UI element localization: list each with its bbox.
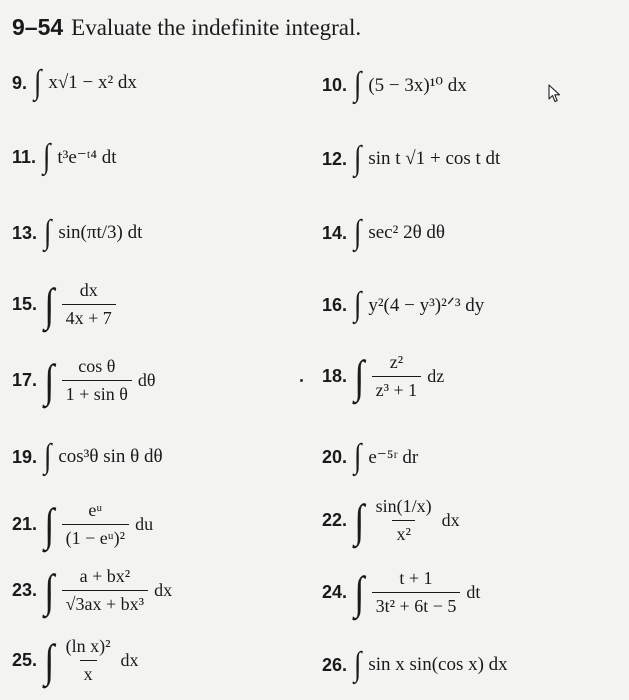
fraction xyxy=(62,636,115,685)
problem-number: 19. xyxy=(12,446,38,467)
problem-number: 22. xyxy=(322,510,348,530)
integrand: y²(4 − y³)²ᐟ³ dy xyxy=(368,294,485,316)
problem-22 xyxy=(322,496,460,545)
problem-10 xyxy=(322,68,467,102)
problem-number: 17. xyxy=(12,370,38,390)
problem-number: 11. xyxy=(12,146,37,167)
exercise-instruction: Evaluate the indefinite integral. xyxy=(71,15,362,40)
integrand: x√1 − x² dx xyxy=(48,72,137,93)
numerator: t + 1 xyxy=(399,568,433,588)
differential: dθ xyxy=(137,370,156,390)
denominator: x² xyxy=(392,520,414,545)
problem-number: 25. xyxy=(12,650,38,670)
numerator: (ln x)² xyxy=(65,636,111,656)
problem-number: 23. xyxy=(12,580,38,600)
integrand: sin x sin(cos x) dx xyxy=(368,654,508,675)
fraction xyxy=(62,280,116,329)
differential: dt xyxy=(466,582,481,602)
integral-sign: ∫ xyxy=(43,438,52,475)
integrand: sin(πt/3) dt xyxy=(58,222,143,243)
problem-number: 16. xyxy=(322,294,348,315)
problem-12 xyxy=(322,142,500,176)
integral-sign: ∫ xyxy=(44,634,55,686)
differential: du xyxy=(135,514,154,534)
integral-sign: ∫ xyxy=(43,214,52,251)
integral-sign: ∫ xyxy=(353,286,362,323)
integrand: sin t √1 + cos t dt xyxy=(368,148,501,169)
problem-21 xyxy=(12,500,153,549)
numerator: z² xyxy=(389,352,404,372)
denominator: 3t² + 6t − 5 xyxy=(372,592,461,617)
problem-number: 14. xyxy=(322,222,348,243)
integrand: (5 − 3x)¹⁰ dx xyxy=(368,74,467,96)
fraction xyxy=(372,496,436,545)
problem-number: 12. xyxy=(322,148,348,169)
integrand: e⁻⁵ʳ dr xyxy=(368,446,419,468)
integral-sign: ∫ xyxy=(354,566,365,618)
problem-number: 18. xyxy=(322,366,348,386)
problem-15 xyxy=(12,280,120,329)
problem-number: 15. xyxy=(12,294,38,314)
mouse-pointer-icon xyxy=(548,84,562,104)
problem-11 xyxy=(12,140,117,174)
numerator: dx xyxy=(79,280,98,300)
integral-sign: ∫ xyxy=(44,278,55,330)
fraction xyxy=(372,352,422,401)
integral-sign: ∫ xyxy=(33,64,42,101)
numerator: a + bx² xyxy=(79,566,131,586)
problem-16 xyxy=(322,288,484,322)
integral-sign: ∫ xyxy=(353,140,362,177)
integral-sign: ∫ xyxy=(44,564,55,616)
problem-number: 20. xyxy=(322,446,348,467)
integral-sign: ∫ xyxy=(44,498,55,550)
problem-14 xyxy=(322,216,445,250)
integral-sign: ∫ xyxy=(353,438,362,475)
problem-13 xyxy=(12,216,142,250)
denominator: 1 + sin θ xyxy=(62,380,132,405)
denominator: √3ax + bx³ xyxy=(62,590,148,615)
problem-25 xyxy=(12,636,139,685)
problem-number: 13. xyxy=(12,222,38,243)
integral-sign: ∫ xyxy=(353,646,362,683)
numerator: eᵘ xyxy=(88,500,103,520)
problem-17 xyxy=(12,356,156,405)
problem-number: 10. xyxy=(322,74,348,95)
integral-sign: ∫ xyxy=(353,214,362,251)
exercise-range: 9–54 xyxy=(12,14,64,40)
denominator: (1 − eᵘ)² xyxy=(62,524,129,549)
problem-20 xyxy=(322,440,418,474)
exercise-header xyxy=(12,14,361,41)
denominator: z³ + 1 xyxy=(372,376,422,401)
problem-9 xyxy=(12,66,137,100)
integral-sign: ∫ xyxy=(353,66,362,103)
differential: dx xyxy=(441,510,460,530)
problem-number: 21. xyxy=(12,514,38,534)
differential: dz xyxy=(427,366,445,386)
denominator: x xyxy=(80,660,97,685)
numerator: cos θ xyxy=(78,356,116,376)
fraction xyxy=(62,356,132,405)
fraction xyxy=(372,568,461,617)
integral-sign: ∫ xyxy=(354,494,365,546)
differential: dx xyxy=(120,650,139,670)
integral-sign: ∫ xyxy=(44,354,55,406)
problem-18 xyxy=(322,352,444,401)
fraction xyxy=(62,500,129,549)
problem-19 xyxy=(12,440,163,474)
fraction xyxy=(62,566,148,615)
problem-24 xyxy=(322,568,480,617)
integrand: cos³θ sin θ dθ xyxy=(58,446,163,467)
integrand: t³e⁻ᵗ⁴ dt xyxy=(57,146,117,168)
integral-sign: ∫ xyxy=(42,138,51,175)
problem-26 xyxy=(322,648,508,682)
differential: dx xyxy=(154,580,173,600)
integral-sign: ∫ xyxy=(354,350,365,402)
stray-mark xyxy=(300,379,303,382)
problem-number: 26. xyxy=(322,654,348,675)
integrand: sec² 2θ dθ xyxy=(368,222,446,243)
numerator: sin(1/x) xyxy=(375,496,432,516)
denominator: 4x + 7 xyxy=(62,304,116,329)
problem-23 xyxy=(12,566,172,615)
problem-number: 24. xyxy=(322,582,348,602)
problem-number: 9. xyxy=(12,72,28,93)
